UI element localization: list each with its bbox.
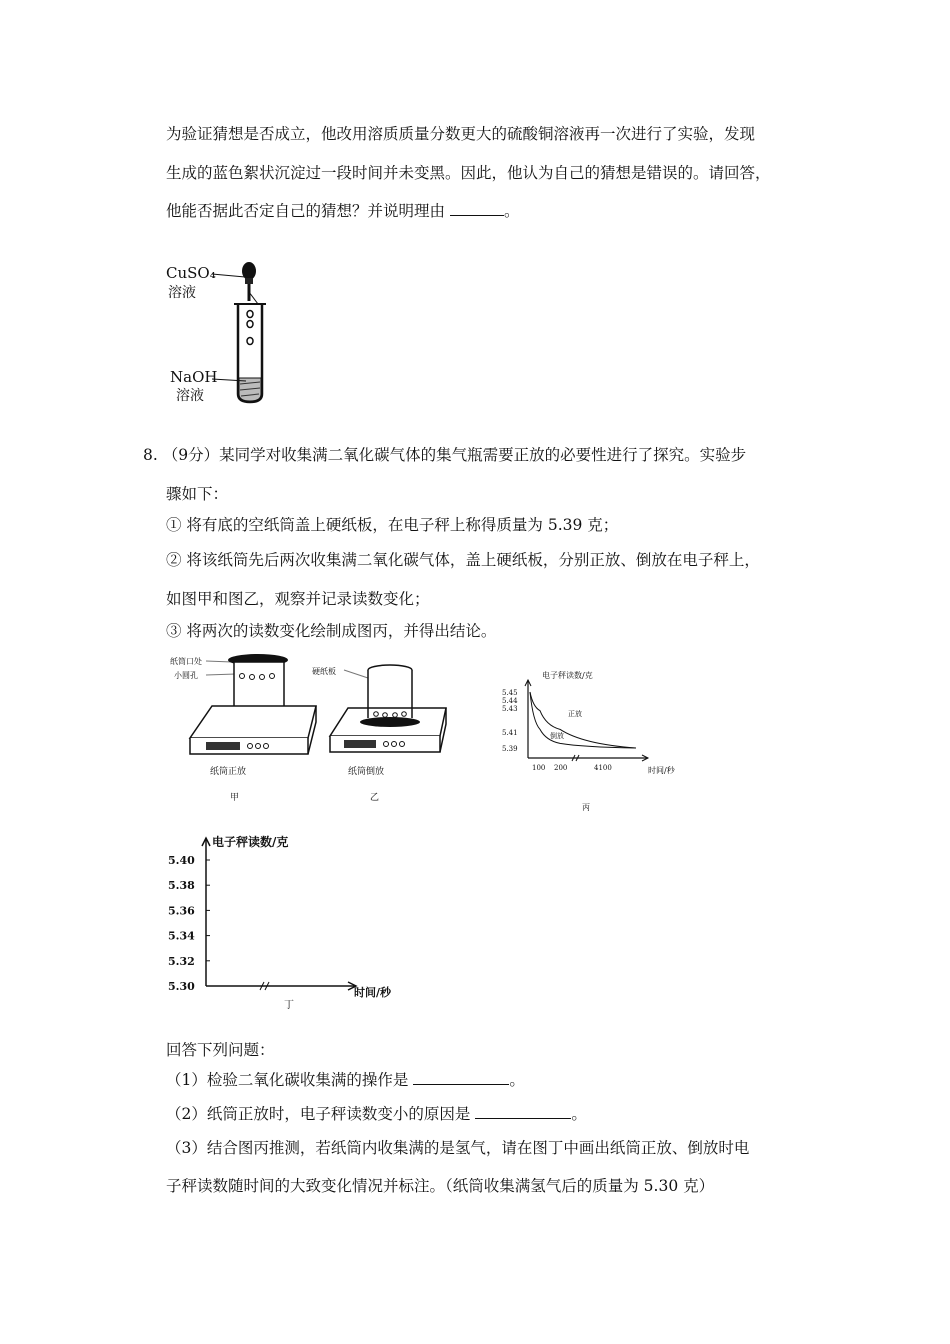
- chart-bing-xtick: 4100: [594, 764, 612, 772]
- scale-display-icon-2: [344, 740, 376, 748]
- answer-q2-text: （2）纸筒正放时，电子秤读数变小的原因是: [166, 1105, 471, 1123]
- answer-blank-q1[interactable]: [413, 1084, 509, 1085]
- chart-ding-ytick: 5.38: [168, 879, 195, 893]
- q8-number: 8.: [143, 446, 158, 464]
- label-cardboard: 硬纸板: [312, 667, 336, 676]
- caption-upright: 纸筒正放: [210, 767, 247, 777]
- answer-q3-line-1: （3）结合图丙推测，若纸筒内收集满的是氢气，请在图丁中画出纸筒正放、倒放时电: [166, 1139, 750, 1157]
- chart-bing-ytick: 5.41: [502, 729, 518, 737]
- cuso4-solution-label: 溶液: [168, 285, 196, 301]
- chart-bing-ytick: 5.39: [502, 745, 518, 753]
- chart-bing-ylabel: 电子秤读数/克: [542, 671, 593, 680]
- caption-inverted: 纸筒倒放: [348, 767, 385, 777]
- intro-line-3-end: 。: [503, 202, 520, 220]
- q8-step-2-line-2: 如图甲和图乙，观察并记录读数变化；: [166, 590, 430, 608]
- intro-line-2: 生成的蓝色絮状沉淀过一段时间并未变黑。因此，他认为自己的猜想是错误的。请回答，: [166, 164, 771, 182]
- naoh-label: NaOH: [170, 368, 218, 386]
- answer-q3-line-2: 子秤读数随时间的大致变化情况并标注。（纸筒收集满氢气后的质量为 5.30 克）: [166, 1177, 715, 1195]
- intro-line-3-text: 他能否据此否定自己的猜想？并说明理由: [166, 202, 446, 220]
- chart-ding-ytick: 5.34: [168, 929, 195, 943]
- q8-line-2: 骤如下：: [166, 485, 229, 503]
- q8-step-2-line-1: ② 将该纸筒先后两次收集满二氧化碳气体，盖上硬纸板，分别正放、倒放在电子秤上，: [166, 551, 760, 569]
- figure-yi-name: 乙: [370, 793, 380, 803]
- q8-stem: （9分）某同学对收集满二氧化碳气体的集气瓶需要正放的必要性进行了探究。实验步: [162, 446, 747, 464]
- q8-step-3: ③ 将两次的读数变化绘制成图丙，并得出结论。: [166, 622, 497, 640]
- label-cylinder-mouth: 纸筒口处: [170, 657, 202, 666]
- answer-q1-end: 。: [509, 1071, 525, 1089]
- answer-q1: [166, 1070, 525, 1090]
- answer-blank-q2[interactable]: [475, 1118, 571, 1119]
- q8-line-1: [143, 445, 746, 465]
- chart-bing-xlabel: 时间/秒: [648, 766, 675, 775]
- chart-bing-ytick: 5.44: [502, 697, 518, 705]
- electronic-scale-icon: [190, 706, 316, 738]
- chart-ding-xlabel: 时间/秒: [354, 986, 392, 999]
- answer-q1-text: （1）检验二氧化碳收集满的操作是: [166, 1071, 409, 1089]
- figure-jia: [170, 650, 330, 808]
- intro-line-3: [166, 201, 519, 221]
- chart-ding: [164, 830, 414, 1010]
- chart-bing-xtick: 200: [554, 764, 568, 772]
- naoh-solution-label: 溶液: [176, 388, 204, 404]
- chart-ding-ytick: 5.36: [168, 904, 195, 918]
- chart-bing-ytick: 5.43: [502, 705, 518, 713]
- chart-bing-ytick: 5.45: [502, 689, 518, 697]
- intro-line-1: 为验证猜想是否成立，他改用溶质质量分数更大的硫酸铜溶液再一次进行了实验，发现: [166, 125, 756, 143]
- scale-display-icon: [206, 742, 240, 750]
- figure-yi: [312, 660, 456, 810]
- answer-q2: [166, 1104, 587, 1124]
- chart-bing-series-label: 倒放: [550, 732, 564, 740]
- chart-ding-ytick: 5.30: [168, 980, 195, 993]
- chart-bing-series-line: [530, 692, 636, 748]
- chart-bing-name: 丙: [582, 803, 590, 812]
- chart-ding-ylabel: 电子秤读数/克: [212, 835, 289, 849]
- figure-jia-name: 甲: [230, 793, 240, 803]
- chart-ding-name: 丁: [284, 1000, 294, 1011]
- chart-bing-series-label: 正放: [568, 710, 582, 718]
- chart-ding-ytick: 5.32: [168, 954, 195, 968]
- cuso4-label: CuSO₄: [166, 264, 216, 282]
- test-tube-figure: [166, 256, 296, 406]
- label-small-hole: 小圆孔: [174, 671, 198, 680]
- answer-q2-end: 。: [571, 1105, 587, 1123]
- answers-header: 回答下列问题：: [166, 1041, 275, 1059]
- chart-ding-ytick: 5.40: [168, 854, 195, 867]
- chart-bing-xtick: 100: [532, 764, 546, 772]
- answer-blank-reason[interactable]: [450, 215, 504, 216]
- chart-bing: [498, 660, 688, 810]
- q8-step-1: ① 将有底的空纸筒盖上硬纸板，在电子秤上称得质量为 5.39 克；: [166, 516, 619, 534]
